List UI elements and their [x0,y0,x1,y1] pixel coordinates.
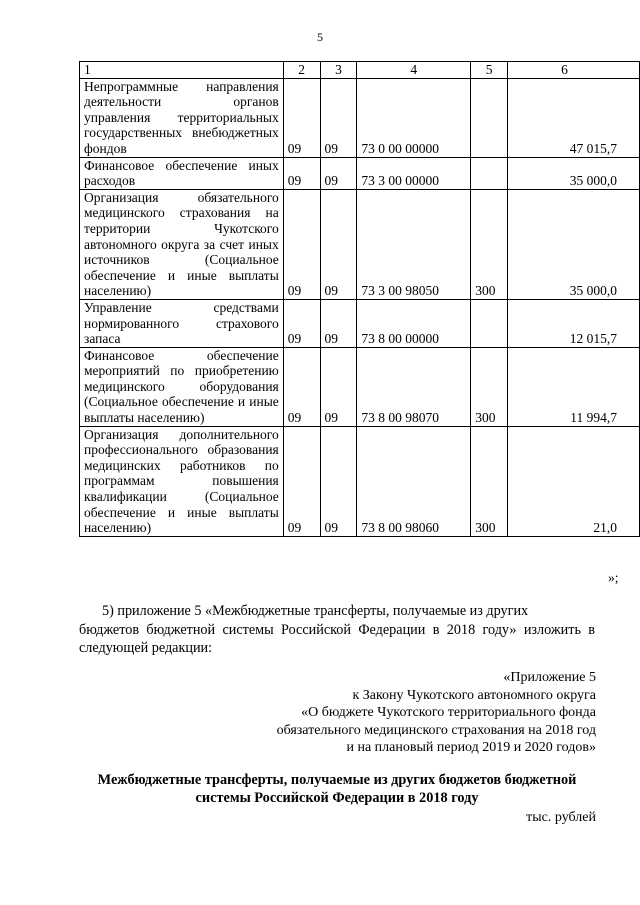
row-csr: 73 8 00 00000 [357,299,471,347]
paragraph-first-line: 5) приложение 5 «Межбюджетные трансферты, получаемые из других [102,603,529,619]
row-pr: 09 [320,78,357,157]
row-sum: 35 000,0 [508,189,640,299]
row-csr: 73 0 00 00000 [357,78,471,157]
table-row [80,299,640,347]
row-vr [471,78,508,157]
header-cell: 2 [283,62,320,79]
section-title: Межбюджетные трансферты, получаемые из других бюджетов бюджетной системы Российской Федерации в 2018 году [97,772,577,806]
table-row [80,426,640,536]
row-name: Управление средствами нормированного страхового запаса [80,299,284,347]
row-name: Организация дополнительного профессионального образования медицинских работников по программам повышения квалификации (Социальное обеспечение и иные выплаты населению) [80,426,284,536]
row-vr: 300 [471,426,508,536]
appendix-line: к Закону Чукотского автономного округа [352,687,596,703]
budget-table [79,61,640,537]
appendix-line: «О бюджете Чукотского территориального фонда [301,705,596,720]
row-rz: 09 [283,426,320,536]
row-name: Финансовое обеспечение мероприятий по приобретению медицинского оборудования (Социальное обеспечение и иные выплаты населению) [80,347,284,426]
row-csr: 73 8 00 98070 [357,347,471,426]
appendix-line: «Приложение 5 [503,670,596,685]
header-cell: 1 [80,62,284,79]
row-pr: 09 [320,157,357,189]
row-rz: 09 [283,299,320,347]
closing-quote-mark: »; [608,570,619,585]
row-sum: 35 000,0 [508,157,640,189]
row-pr: 09 [320,189,357,299]
table-row [80,189,640,299]
row-vr [471,157,508,189]
header-cell: 3 [320,62,357,79]
page-number: 5 [317,30,323,44]
row-csr: 73 3 00 98050 [357,189,471,299]
row-csr: 73 3 00 00000 [357,157,471,189]
row-rz: 09 [283,78,320,157]
row-sum: 47 015,7 [508,78,640,157]
table-row [80,157,640,189]
units-label: тыс. рублей [526,810,596,825]
header-cell: 4 [357,62,471,79]
row-sum: 21,0 [508,426,640,536]
table-row [80,347,640,426]
row-csr: 73 8 00 98060 [357,426,471,536]
row-name: Непрограммные направления деятельности органов управления территориальных государственных внебюджетных фондов [80,78,284,157]
row-vr [471,299,508,347]
appendix-header [277,669,596,757]
row-rz: 09 [283,189,320,299]
header-cell: 6 [508,62,640,79]
row-name: Финансовое обеспечение иных расходов [80,157,284,189]
row-pr: 09 [320,347,357,426]
header-cell: 5 [471,62,508,79]
table-header-row [80,62,640,79]
row-rz: 09 [283,347,320,426]
row-rz: 09 [283,157,320,189]
amendment-paragraph [79,602,595,658]
table-row [80,78,640,157]
row-name: Организация обязательного медицинского страхования на территории Чукотского автономного округа за счет иных источников (Социальное обеспечение и иные выплаты населению) [80,189,284,299]
row-pr: 09 [320,299,357,347]
row-pr: 09 [320,426,357,536]
row-vr: 300 [471,189,508,299]
row-sum: 12 015,7 [508,299,640,347]
row-vr: 300 [471,347,508,426]
paragraph-continuation: бюджетов бюджетной системы Российской Федерации в 2018 году» изложить в следующей редакции: [79,621,595,656]
appendix-line: обязательного медицинского страхования на 2018 год [276,722,596,738]
appendix-line: и на плановый период 2019 и 2020 годов» [346,740,596,755]
row-sum: 11 994,7 [508,347,640,426]
